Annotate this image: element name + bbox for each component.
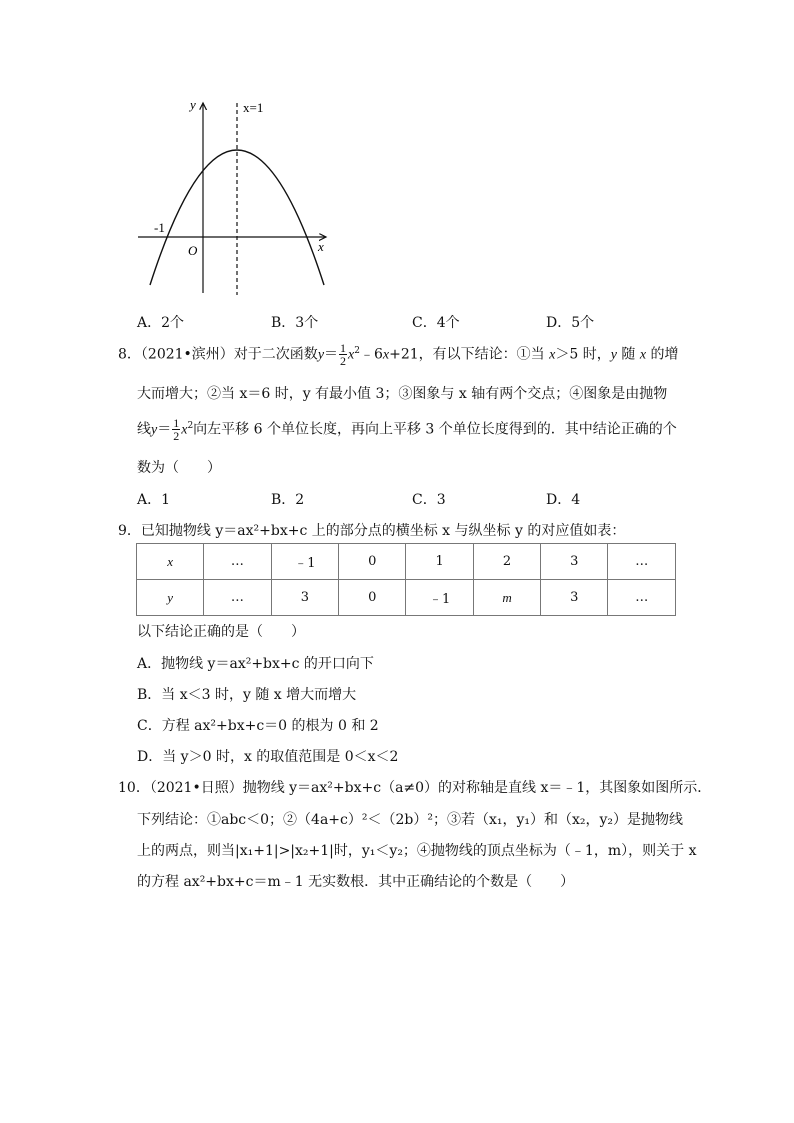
table-cell: ﹣1 [271,544,338,580]
q8-option-b: B．2 [271,492,305,508]
table-cell: 0 [339,544,406,580]
values-table [136,543,676,616]
q7-option-d: D．5个 [546,315,595,331]
table-cell: y [137,580,204,616]
table-cell: 3 [541,580,608,616]
q8-source: （2021•滨州） [140,346,234,363]
q9-option-b: B．当 x＜3 时，y 随 x 增大而增大 [137,687,357,703]
q9-stem: 9．已知抛物线 y＝ax²+bx+c 上的部分点的横坐标 x 与纵坐标 y 的对应值如表： [118,523,626,539]
q10-line2: 下列结论：①abc＜0；②（4a+c）²＜（2b）²；③若（x₁，y₁）和（x₂，y₂）是抛物线 [137,812,684,828]
table-cell: … [204,544,271,580]
q8-number: 8． [118,346,141,363]
table-cell: 3 [541,544,608,580]
origin-label: O [188,243,198,258]
q9-option-d: D．当 y＞0 时，x 的取值范围是 0＜x＜2 [137,749,399,765]
table-cell: 2 [473,544,540,580]
q8-option-a: A．1 [137,492,171,508]
table-cell: x [137,544,204,580]
q9-prompt: 以下结论正确的是（ ） [137,624,305,640]
table-cell: 1 [406,544,473,580]
q7-option-a: A．2个 [137,315,185,331]
q10-line3: 上的两点，则当|x₁+1|>|x₂+1|时，y₁＜y₂；④抛物线的顶点坐标为（﹣1，m），则关于 x [137,843,697,859]
q8-option-d: D．4 [546,492,581,508]
table-cell: … [608,544,676,580]
q10-line4: 的方程 ax²+bx+c＝m﹣1 无实数根．其中正确结论的个数是（ ） [137,874,575,890]
q8-line2: 大而增大；②当 x＝6 时，y 有最小值 3；③图象与 x 轴有两个交点；④图象是由抛物 [137,386,668,402]
root-label: -1 [154,220,165,235]
symmetry-label: x=1 [243,100,264,115]
q8-line3: 线y＝ $\frac{1}{2}$ $x^2$向左平移 6 个单位长度，再向上平移 3 个单位长度得到的．其中结论正确的个 [137,416,677,443]
q8-option-c: C．3 [412,492,446,508]
table-cell: m [473,580,540,616]
q9-option-a: A．抛物线 y＝ax²+bx+c 的开口向下 [137,656,374,672]
q8-line4: 数为（ ） [137,460,221,476]
q8-line1: 8．（2021•滨州）对于二次函数y＝ $\frac{1}{2}$ $x^2﹣6x+21$，有以下结论：①当 x＞5 时，y 随 x 的增 [118,341,679,368]
q9-option-c: C．方程 ax²+bx+c＝0 的根为 0 和 2 [137,718,379,734]
table-cell: 0 [339,580,406,616]
table-cell: … [204,580,271,616]
table-row [137,580,676,616]
fraction-half: $\frac{1}{2}$ [340,341,347,368]
table-cell: … [608,580,676,616]
table-cell: 3 [271,580,338,616]
q10-line1: 10．（2021•日照）抛物线 y＝ax²+bx+c（a≠0）的对称轴是直线 x＝﹣1，其图象如图所示． [118,780,712,796]
table-cell: ﹣1 [406,580,473,616]
q7-option-b: B．3个 [271,315,319,331]
q7-option-c: C．4个 [412,315,460,331]
parabola-figure [130,95,340,300]
table-row [137,544,676,580]
x-axis-label: x [318,239,324,254]
y-axis-label: y [190,97,196,112]
